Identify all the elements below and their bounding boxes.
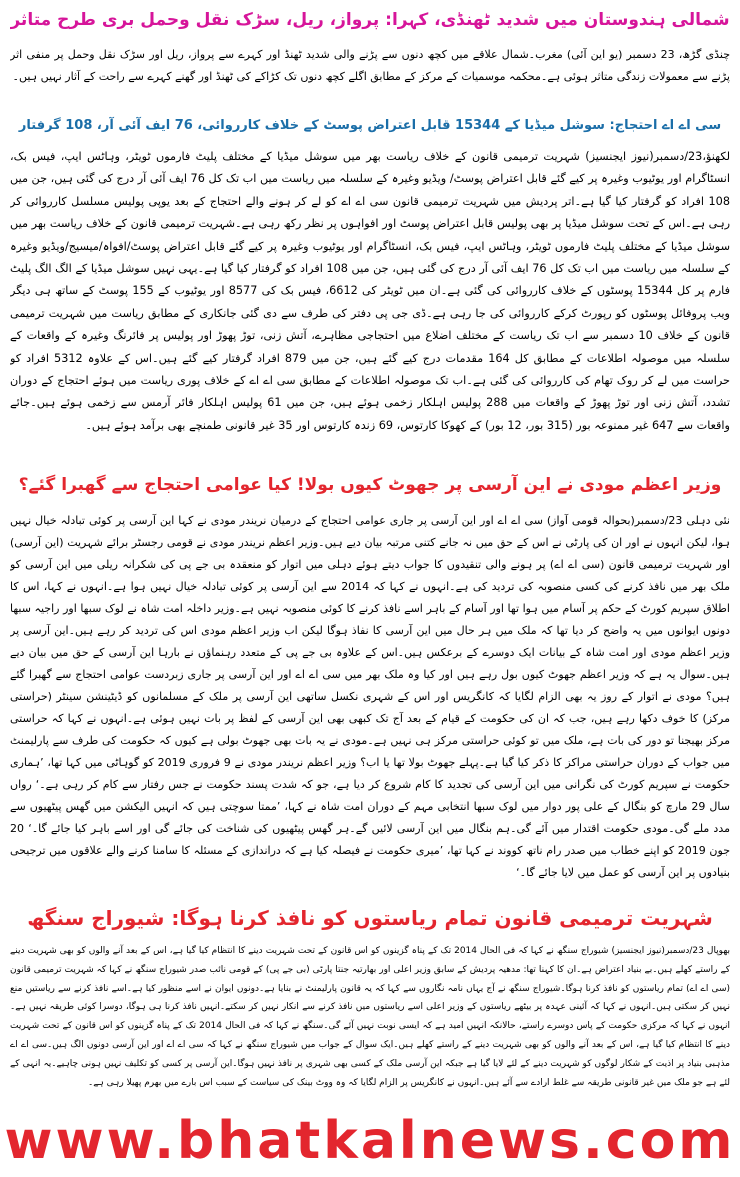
article-headline-shivraj-singh: شہریت ترمیمی قانون تمام ریاستوں کو نافذ کرنا ہوگا: شیوراج سنگھ bbox=[27, 906, 713, 930]
site-watermark-footer: www.bhatkalnews.com bbox=[4, 1111, 736, 1171]
article-headline-caa-social-media: سی اے اے احتجاج: سوشل میڈیا کے 15344 قابل اعتراض پوسٹ کے خلاف کارروائی، 76 ایف آئی آر، 108 گرفتار bbox=[18, 118, 722, 133]
article-headline-cold-wave: شمالی ہندوستان میں شدید ٹھنڈی، کہرا: پرواز، ریل، سڑک نقل وحمل بری طرح متاثر bbox=[10, 10, 730, 30]
article-headline-modi-nrc: وزیر اعظم مودی نے این آرسی پر جھوٹ کیوں بولا! کیا عوامی احتجاج سے گھبرا گئے؟ bbox=[18, 475, 722, 495]
article-body-shivraj-singh: بھوپال 23/دسمبر(نیوز ایجنسیز) شیوراج سنگھ نے کہا کہ فی الحال 2014 تک کے پناہ گزینوں کو اس قانون کے تحت شہریت دینے کا انتظام کیا گیا ہے، اس کے بعد آنے والوں کو بھی شہریت دینے کے راستے کھلے ہیں۔بے بنیاد اعتراض ہے۔ان کا کہنا تھا: مدھیہ پردیش کے سابق وزیر اعلی اور بھارتیہ جنتا پارٹی (بی جے پی) کے قومی نائب صدر شیوراج سنگھ نے کہا کہ شہریت ترمیمی قانون (سی اے اے) تمام ریاستوں کو نافذ کرنا ہوگا۔شیوراج سنگھ نے آج یہاں نامہ نگاروں سے کہا کہ یہ قانون پارلیمنٹ نے بنایا ہے۔دونوں ایوان نے اسے منظور کیا ہے۔اسے نافذ کرنے سے ریاستیں منع نہیں کر سکتی ہیں۔انہوں نے کہا کہ آئینی عہدہ پر بیٹھے ریاستوں کے وزیر اعلی اسے ریاستوں میں نافذ کرنے سے انکار نہیں کر سکتے۔انہیں نافذ کرنا ہی ہوگا، دوسرا کوئی طریقہ نہیں ہے۔انہوں نے کہا کہ مرکزی حکومت کے پاس دوسرے راستے، حالانکہ انہیں امید ہے کہ ایسی نوبت نہیں آئے گی۔سنگھ نے کہا کہ فی الحال 2014 تک کے پناہ گزینوں کو اس قانون کے تحت شہریت دینے کا انتظام کیا گیا ہے، اس کے بعد آنے والوں کو بھی شہریت دینے کے راستے کھلے ہیں۔ایک سوال کے جواب میں شیوراج سنگھ نے کہا کہ سی اے اے اور این آرسی دونوں الگ ہیں۔سی اے اے مذہبی بنیاد پر اذیت کے شکار لوگوں کو شہریت دینے کے لئے لایا گیا ہے جبکہ این آرسی ملک کے کسی بھی شہری پر نافذ نہیں ہوگا۔این آرسی پر کسی کو تکلیف نہیں ہونی چاہیے۔یہ انہی کے لئے ہے جو ملک میں غیر قانونی طریقہ سے غلط ارادے سے آئے ہیں۔انہوں نے کانگریس پر الزام لگایا کہ وہ ووٹ بینک کی سیاست کے سبب اس بارے میں بھرم پھیلا رہی ہے۔ bbox=[10, 946, 730, 1088]
article-body-caa-social-media: لکھنؤ،23/دسمبر(نیوز ایجنسیز) شہریت ترمیمی قانون کے خلاف ریاست بھر میں سوشل میڈیا کے مختلف پلیٹ فارموں ٹویٹر، وہاٹس ایپ، فیس بک، انسٹاگرام اور یوٹیوب وغیرہ پر کیے گئے قابل اعتراض پوسٹ/ ویڈیو وغیرہ کے سلسلہ میں ریاست میں اب تک کل 76 ایف آئی آر درج کی گئی ہیں، جن میں 108 افراد کو گرفتار کیا گیا ہے۔اتر پردیش میں شہریت ترمیمی قانون سی اے اے کو لے کر ہونے والے احتجاج کے بعد یوپی پولیس مسلسل کارروائی کر رہی ہے۔اس کے تحت سوشل میڈیا پر بھی پولیس قابل اعتراض پوسٹ اور افواہوں پر نظر رکھ رہی ہے۔شہریت ترمیمی قانون کے خلاف ریاست بھر میں سوشل میڈیا کے مختلف پلیٹ فارموں ٹویٹر، وہاٹس ایپ، فیس بک، انسٹاگرام اور یوٹیوب وغیرہ پر کیے گئے قابل اعتراض پوسٹ/افواہ/میسیج/ویڈیو وغیرہ کے سلسلہ میں ریاست میں اب تک کل 76 ایف آئی آر درج کی گئی ہیں، جن میں 108 افراد کو گرفتار کیا گیا ہے۔یہی نہیں سوشل میڈیا کے الگ الگ پلیٹ فارم پر کل 15344 پوسٹوں کے خلاف کارروائی کی گئی ہے۔ان میں ٹویٹر کی 6612، فیس بک کی 8577 اور یوٹیوب کے 155 پوسٹ کے ساتھ ہی دیگر ویب پروفائل پوسٹوں کو رپورٹ کرکے کارروائی کی جا رہی ہے۔ڈی جی پی دفتر کی طرف سے دی گئی جانکاری کے مطابق ریاست میں شہریت ترمیمی قانون کے خلاف 10 دسمبر سے اب تک ریاست کے مختلف اضلاع میں احتجاجی مظاہرے، آتش زنی، توڑ پھوڑ اور پولیس پر فائرنگ وغیرہ کے واقعات کے سلسلہ میں موصولہ اطلاعات کے مطابق کل 164 مقدمات درج کیے گئے ہیں، جن میں 879 افراد گرفتار کیے گئے ہیں۔اس کے علاوہ 5312 افراد کو حراست میں لے کر روک تھام کی کارروائی کی گئی ہے۔اب تک موصولہ اطلاعات کے مطابق سی اے اے کے خلاف پوری ریاست میں ہوئے احتجاج کے دوران تشدد، آتش زنی اور توڑ پھوڑ کے واقعات میں 288 پولیس اہلکار زخمی ہوئے ہیں، جن میں 61 پولیس اہلکار فائر آرمس سے زخمی ہوئے ہیں۔جائے واقعات سے 647 غیر ممنوعہ بور (315 بور، 12 بور) کے کھوکا کارتوس، 69 زندہ کارتوس اور 35 غیر قانونی طمنچے بھی برآمد ہوئے ہیں۔ bbox=[10, 150, 730, 432]
article-body-cold-wave: چنڈی گڑھ، 23 دسمبر (یو این آئی) مغرب۔شمال علاقے میں کچھ دنوں سے پڑنے والی شدید ٹھنڈ اور کہرے سے پرواز، ریل اور سڑک نقل وحمل پر منفی اثر پڑنے سے معمولات زندگی متاثر ہوئی ہے۔محکمہ موسمیات کے مرکز کے مطابق اگلے کچھ دنوں تک کڑاکے کی ٹھنڈ اور گھنے کہرے سے راحت کے آثار نہیں ہیں۔ bbox=[10, 48, 730, 83]
article-body-modi-nrc: نئی دہلی 23/دسمبر(بحوالہ قومی آواز) سی اے اے اور این آرسی پر جاری عوامی احتجاج کے درمیان نریندر مودی نے کہا این آرسی پر کوئی تبادلہ خیال نہیں ہوا، لیکن انہوں نے اور ان کی پارٹی نے اس کے حق میں نہ جانے کتنی مرتبہ بیان دیے ہیں۔وزیر اعظم نریندر مودی نے قومی رجسٹر برائے شہریت (این آرسی) اور شہریت ترمیمی قانون (سی اے اے) پر ہونے والی تنقیدوں کا جواب دیتے ہوئے دہلی میں اتوار کو منعقدہ بی جے پی کی شکرانہ ریلی میں این آرسی کو ملک بھر میں نافذ کرنے کی کسی منصوبہ کی تردید کی ہے۔انہوں نے کہا کہ 2014 سے این آرسی پر کوئی تبادلہ خیال نہیں ہوا ہے۔انہوں نے کہا، اس کا اطلاق سپریم کورٹ کے حکم پر آسام میں ہوا تھا اور آسام کے باہر اسے نافذ کرنے کا کوئی منصوبہ نہیں ہے۔وزیر داخلہ امت شاہ نے لوک سبھا اور راجیہ سبھا دونوں ایوانوں میں یہ واضح کر دیا تھا کہ ملک میں ہر حال میں این آرسی کا نفاذ ہوگا لیکن اب وزیر اعظم مودی اس کی تردید کر رہے ہیں۔این آرسی پر وزیر اعظم مودی اور امت شاہ کے بیانات ایک دوسرے کے برعکس ہیں۔اس کے علاوہ بی جے پی کے متعدد رہنماؤں نے بارہا این آرسی کے حق میں بیان دیے ہیں۔سوال یہ ہے کہ وزیر اعظم جھوٹ کیوں بول رہے ہیں اور کیا وہ ملک بھر میں سی اے اے اور این آرسی پر جاری زبردست عوامی احتجاج سے گھبرا گئے ہیں؟ مودی نے اتوار کے روز یہ بھی الزام لگایا کہ کانگریس اور اس کے شہری نکسل ساتھی این آرسی پر ملک کے مسلمانوں کو ڈیٹینشن سینٹر (حراستی مرکز) کا خوف دکھا رہے ہیں، جب کہ ان کی حکومت کے قیام کے بعد آج تک کبھی بھی این آرسی کے لفظ پر بات نہیں ہوئی ہے۔انہوں نے کہا کہ حراستی مرکز بھیجنا تو دور کی بات ہے، ملک میں تو کوئی حراستی مرکز ہی نہیں ہے۔مودی نے یہ بات بھی جھوٹ بولی ہے کیوں کہ حکومت کی طرف سے پارلیمنٹ میں جواب کے دوران حراستی مراکز کا ذکر کیا گیا ہے۔پہلے جھوٹ بولا تھا یا اب؟ وزیر اعظم نریندر مودی نے 9 فروری 2019 کو گوہاٹی میں کہا تھا، ’ہماری حکومت نے سپریم کورٹ کی نگرانی میں این آرسی کی تجدید کا کام شروع کر دیا ہے، جو کہ شدت پسند حکومت نے جس رفتار سے کام کر رہی ہے۔‘ رواں سال 29 مارچ کو بنگال کے علی پور دوار میں لوک سبھا انتخابی مہم کے دوران امت شاہ نے کہا، ’ممتا سوچتی ہیں کہ انہیں الیکشن میں گھس پیٹھیوں سے مدد ملے گی۔مودی حکومت اقتدار میں آئے گی۔ہم بنگال میں این آرسی لائیں گے۔ہر گھس پیٹھیوں کی شناخت کی جائے گی اور اسے باہر کیا جائے گا۔‘ 20 جون 2019 کو اپنے خطاب میں صدر رام ناتھ کووند نے کہا تھا، ’میری حکومت نے فیصلہ کیا ہے کہ دراندازی کے مسئلہ کا سامنا کرنے والے علاقوں میں ترجیحی بنیادوں پر این آرسی کو عمل میں لایا جائے گا۔‘ bbox=[10, 514, 730, 879]
